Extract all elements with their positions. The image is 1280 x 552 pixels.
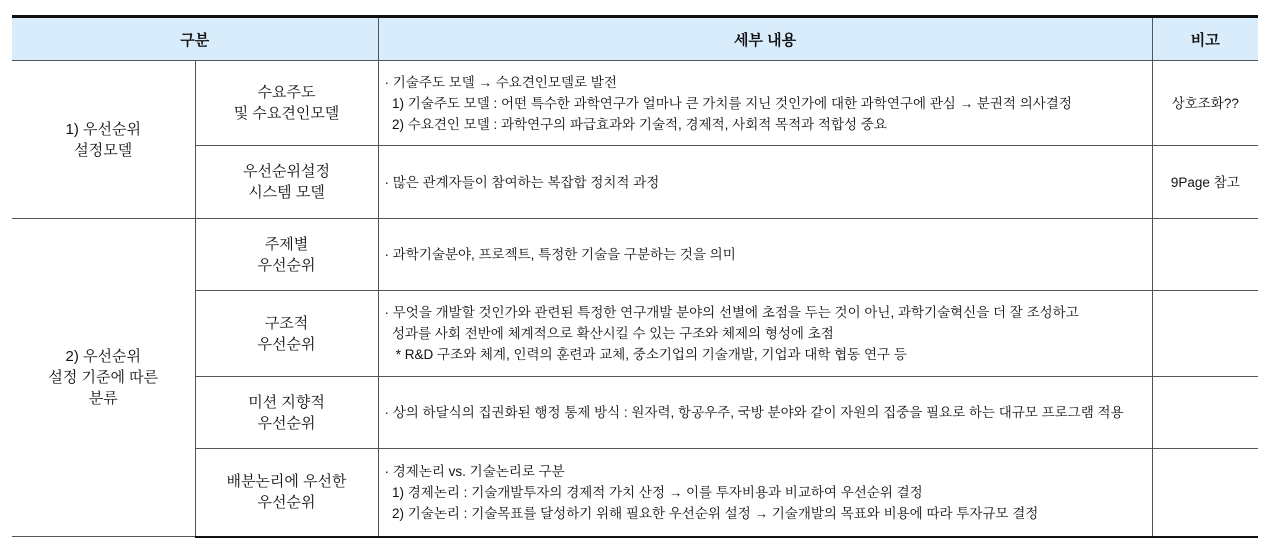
detail-line: · 기술주도 모델 → 수요견인모델로 발전 [384, 74, 617, 90]
group-cell [12, 61, 195, 219]
sub-cell [195, 146, 378, 219]
detail-line: 2) 기술논리 : 기술목표를 달성하기 위해 필요한 우선순위 설정 → 기술개발의 목표와 비용에 따라 투자규모 결정 [384, 505, 1039, 521]
sub-cell [195, 449, 378, 537]
group-label: 2) 우선순위 [65, 348, 141, 365]
detail-line: 1) 기술주도 모델 : 어떤 특수한 과학연구가 얼마나 큰 가치를 지닌 것인가에 대한 과학연구에 관심 → 분권적 의사결정 [384, 95, 1072, 111]
sub-cell [195, 291, 378, 377]
sub-label: 및 수요견인모델 [233, 105, 340, 122]
sub-label: 우선순위 [257, 256, 316, 274]
detail-cell [378, 449, 1152, 537]
group-cell [12, 219, 195, 537]
sub-label: 주제별 [264, 235, 309, 253]
note-cell [1152, 219, 1258, 291]
detail-cell [378, 146, 1152, 219]
note-cell: 상호조화?? [1152, 61, 1258, 146]
table-row [12, 291, 1258, 377]
table-row [12, 219, 1258, 291]
note-cell: 9Page 참고 [1152, 146, 1258, 219]
sub-label: 미션 지향적 [248, 393, 325, 411]
sub-label: 수요주도 [257, 84, 316, 101]
detail-line: 1) 경제논리 : 기술개발투자의 경제적 가치 산정 → 이를 투자비용과 비교하여 우선순위 결정 [384, 484, 923, 500]
note-cell [1152, 291, 1258, 377]
group-label: 설정 기준에 따른 [48, 369, 159, 386]
detail-cell [378, 291, 1152, 377]
detail-cell [378, 377, 1152, 449]
detail-line: 성과를 사회 전반에 체계적으로 확산시킬 수 있는 구조와 체제의 형성에 초점 [384, 326, 834, 341]
table-row [12, 61, 1258, 146]
header-detail: 세부 내용 [378, 17, 1152, 61]
detail-cell [378, 219, 1152, 291]
header-note: 비고 [1152, 17, 1258, 61]
sub-label: 구조적 [264, 314, 309, 332]
detail-line: * R&D 구조와 체계, 인력의 훈련과 교체, 중소기업의 기술개발, 기업과 대학 협동 연구 등 [384, 347, 907, 362]
detail-line: · 과학기술분야, 프로젝트, 특정한 기술을 구분하는 것을 의미 [384, 247, 736, 262]
header-row [12, 17, 1258, 61]
sub-label: 배분논리에 우선한 [226, 473, 347, 491]
table-row [12, 377, 1258, 449]
note-cell [1152, 449, 1258, 537]
sub-label: 우선순위 [257, 414, 316, 432]
detail-cell [378, 61, 1152, 146]
sub-label: 시스템 모델 [248, 184, 325, 201]
sub-label: 우선순위 [257, 335, 316, 353]
sub-label: 우선순위설정 [243, 163, 330, 180]
priority-table [12, 15, 1258, 538]
detail-line: · 상의 하달식의 집권화된 행정 통제 방식 : 원자력, 항공우주, 국방 분야와 같이 자원의 집중을 필요로 하는 대규모 프로그램 적용 [384, 405, 1124, 420]
detail-line: 2) 수요견인 모델 : 과학연구의 파급효과와 기술적, 경제적, 사회적 목적과 적합성 중요 [384, 116, 887, 132]
detail-line: · 무엇을 개발할 것인가와 관련된 특정한 연구개발 분야의 선별에 초점을 두는 것이 아닌, 과학기술혁신을 더 잘 조성하고 [384, 305, 1079, 320]
sub-label: 우선순위 [257, 494, 316, 512]
sub-cell [195, 219, 378, 291]
group-label: 설정모델 [74, 141, 133, 159]
sub-cell [195, 61, 378, 146]
detail-line: · 많은 관계자들이 참여하는 복잡합 정치적 과정 [384, 174, 660, 190]
detail-line: · 경제논리 vs. 기술논리로 구분 [384, 463, 565, 479]
group-label: 1) 우선순위 [65, 120, 141, 138]
note-cell [1152, 377, 1258, 449]
table-row [12, 449, 1258, 537]
sub-cell [195, 377, 378, 449]
table-row [12, 146, 1258, 219]
header-category: 구분 [12, 17, 378, 61]
group-label: 분류 [88, 390, 118, 407]
